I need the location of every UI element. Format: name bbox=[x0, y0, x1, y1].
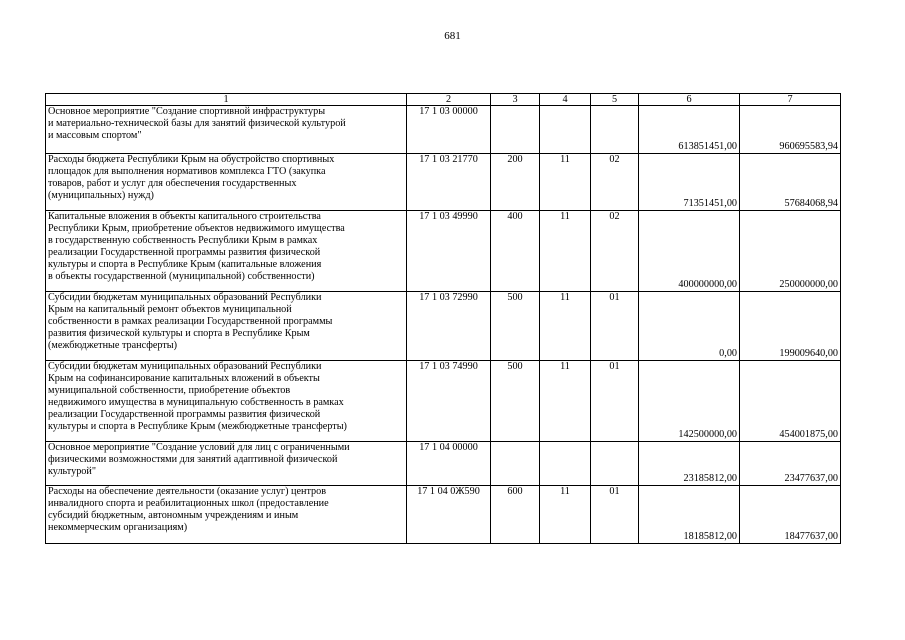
row-name-line: Капитальные вложения в объекты капитального строительства bbox=[48, 211, 321, 222]
column-number-row bbox=[46, 94, 841, 106]
column-header: 6 bbox=[639, 94, 740, 106]
subsection-cell: 01 bbox=[591, 292, 639, 361]
section-cell: 11 bbox=[540, 211, 591, 292]
expense-type-cell bbox=[491, 106, 540, 154]
table-row bbox=[46, 442, 841, 486]
row-name-line: площадок для выполнения нормативов комплекса ГТО (закупка bbox=[48, 166, 326, 177]
amount-col7-cell: 23477637,00 bbox=[740, 442, 841, 486]
subsection-cell: 02 bbox=[591, 211, 639, 292]
budget-code-cell: 17 1 03 00000 bbox=[407, 106, 491, 154]
column-header: 7 bbox=[740, 94, 841, 106]
row-name-line: в государственную собственность Республики Крым в рамках bbox=[48, 235, 318, 246]
row-name-line: Республики Крым, приобретение объектов недвижимого имущества bbox=[48, 223, 345, 234]
row-name-line: субсидий бюджетным, автономным учреждениям и иным bbox=[48, 510, 299, 521]
row-name-line: некоммерческим организациям) bbox=[48, 522, 188, 533]
amount-col6-cell: 23185812,00 bbox=[639, 442, 740, 486]
row-name-line: в объекты государственной (муниципальной) собственности) bbox=[48, 271, 315, 282]
subsection-cell: 01 bbox=[591, 361, 639, 442]
row-name-line: Основное мероприятие "Создание спортивной инфраструктуры bbox=[48, 106, 326, 117]
row-name-line: культуры и спорта в Республике Крым (капитальные вложения bbox=[48, 259, 322, 270]
amount-col7-cell: 250000000,00 bbox=[740, 211, 841, 292]
budget-table bbox=[45, 93, 841, 544]
section-cell: 11 bbox=[540, 486, 591, 544]
row-name-line: Основное мероприятие "Создание условий для лиц с ограниченными bbox=[48, 442, 350, 453]
table-row bbox=[46, 211, 841, 292]
section-cell bbox=[540, 442, 591, 486]
row-name-line: культуры и спорта в Республике Крым (межбюджетные трансферты) bbox=[48, 421, 347, 432]
row-name-cell bbox=[46, 106, 407, 154]
row-name-cell bbox=[46, 442, 407, 486]
amount-col7-cell: 18477637,00 bbox=[740, 486, 841, 544]
row-name-line: (муниципальных) нужд) bbox=[48, 190, 154, 201]
amount-col7-cell: 454001875,00 bbox=[740, 361, 841, 442]
column-header: 5 bbox=[591, 94, 639, 106]
expense-type-cell: 500 bbox=[491, 361, 540, 442]
expense-type-cell: 400 bbox=[491, 211, 540, 292]
amount-col6-cell: 400000000,00 bbox=[639, 211, 740, 292]
expense-type-cell: 600 bbox=[491, 486, 540, 544]
budget-code-cell: 17 1 04 0Ж590 bbox=[407, 486, 491, 544]
subsection-cell: 01 bbox=[591, 486, 639, 544]
expense-type-cell: 200 bbox=[491, 154, 540, 211]
budget-code-cell: 17 1 03 49990 bbox=[407, 211, 491, 292]
amount-col7-cell: 960695583,94 bbox=[740, 106, 841, 154]
amount-col6-cell: 71351451,00 bbox=[639, 154, 740, 211]
table-row bbox=[46, 292, 841, 361]
row-name-line: Крым на капитальный ремонт объектов муниципальной bbox=[48, 304, 292, 315]
column-header: 4 bbox=[540, 94, 591, 106]
table-row bbox=[46, 154, 841, 211]
row-name-cell bbox=[46, 361, 407, 442]
row-name-line: (межбюджетные трансферты) bbox=[48, 340, 178, 351]
amount-col6-cell: 18185812,00 bbox=[639, 486, 740, 544]
row-name-cell bbox=[46, 292, 407, 361]
row-name-line: и массовым спортом" bbox=[48, 130, 142, 141]
column-header: 3 bbox=[491, 94, 540, 106]
row-name-cell bbox=[46, 154, 407, 211]
subsection-cell bbox=[591, 106, 639, 154]
expense-type-cell: 500 bbox=[491, 292, 540, 361]
expense-type-cell bbox=[491, 442, 540, 486]
budget-code-cell: 17 1 03 72990 bbox=[407, 292, 491, 361]
amount-col6-cell: 0,00 bbox=[639, 292, 740, 361]
row-name-line: товаров, работ и услуг для обеспечения государственных bbox=[48, 178, 297, 189]
row-name-line: физическими возможностями для занятий адаптивной физической bbox=[48, 454, 338, 465]
amount-col6-cell: 142500000,00 bbox=[639, 361, 740, 442]
amount-col7-cell: 57684068,94 bbox=[740, 154, 841, 211]
row-name-line: Крым на софинансирование капитальных вложений в объекты bbox=[48, 373, 320, 384]
budget-code-cell: 17 1 03 74990 bbox=[407, 361, 491, 442]
row-name-line: недвижимого имущества в муниципальную собственность в рамках bbox=[48, 397, 344, 408]
amount-col7-cell: 199009640,00 bbox=[740, 292, 841, 361]
row-name-line: Субсидии бюджетам муниципальных образований Республики bbox=[48, 361, 322, 372]
row-name-line: реализации Государственной программы развития физической bbox=[48, 247, 321, 258]
subsection-cell bbox=[591, 442, 639, 486]
page-number: 681 bbox=[444, 30, 461, 42]
row-name-line: развития физической культуры и спорта в Республике Крым bbox=[48, 328, 310, 339]
amount-col6-cell: 613851451,00 bbox=[639, 106, 740, 154]
row-name-line: инвалидного спорта и реабилитационных школ (предоставление bbox=[48, 498, 329, 509]
section-cell: 11 bbox=[540, 361, 591, 442]
row-name-line: Расходы на обеспечение деятельности (оказание услуг) центров bbox=[48, 486, 327, 497]
section-cell bbox=[540, 106, 591, 154]
column-header: 2 bbox=[407, 94, 491, 106]
row-name-line: собственности в рамках реализации Государственной программы bbox=[48, 316, 333, 327]
budget-code-cell: 17 1 04 00000 bbox=[407, 442, 491, 486]
row-name-line: культурой" bbox=[48, 466, 97, 477]
row-name-cell bbox=[46, 486, 407, 544]
subsection-cell: 02 bbox=[591, 154, 639, 211]
section-cell: 11 bbox=[540, 154, 591, 211]
row-name-line: муниципальной собственности, приобретение объектов bbox=[48, 385, 291, 396]
section-cell: 11 bbox=[540, 292, 591, 361]
row-name-line: и материально-технической базы для занятий физической культурой bbox=[48, 118, 346, 129]
row-name-cell bbox=[46, 211, 407, 292]
column-header: 1 bbox=[46, 94, 407, 106]
table-row bbox=[46, 486, 841, 544]
table-row bbox=[46, 106, 841, 154]
row-name-line: Субсидии бюджетам муниципальных образований Республики bbox=[48, 292, 322, 303]
table-row bbox=[46, 361, 841, 442]
row-name-line: Расходы бюджета Республики Крым на обустройство спортивных bbox=[48, 154, 335, 165]
row-name-line: реализации Государственной программы развития физической bbox=[48, 409, 321, 420]
budget-code-cell: 17 1 03 21770 bbox=[407, 154, 491, 211]
